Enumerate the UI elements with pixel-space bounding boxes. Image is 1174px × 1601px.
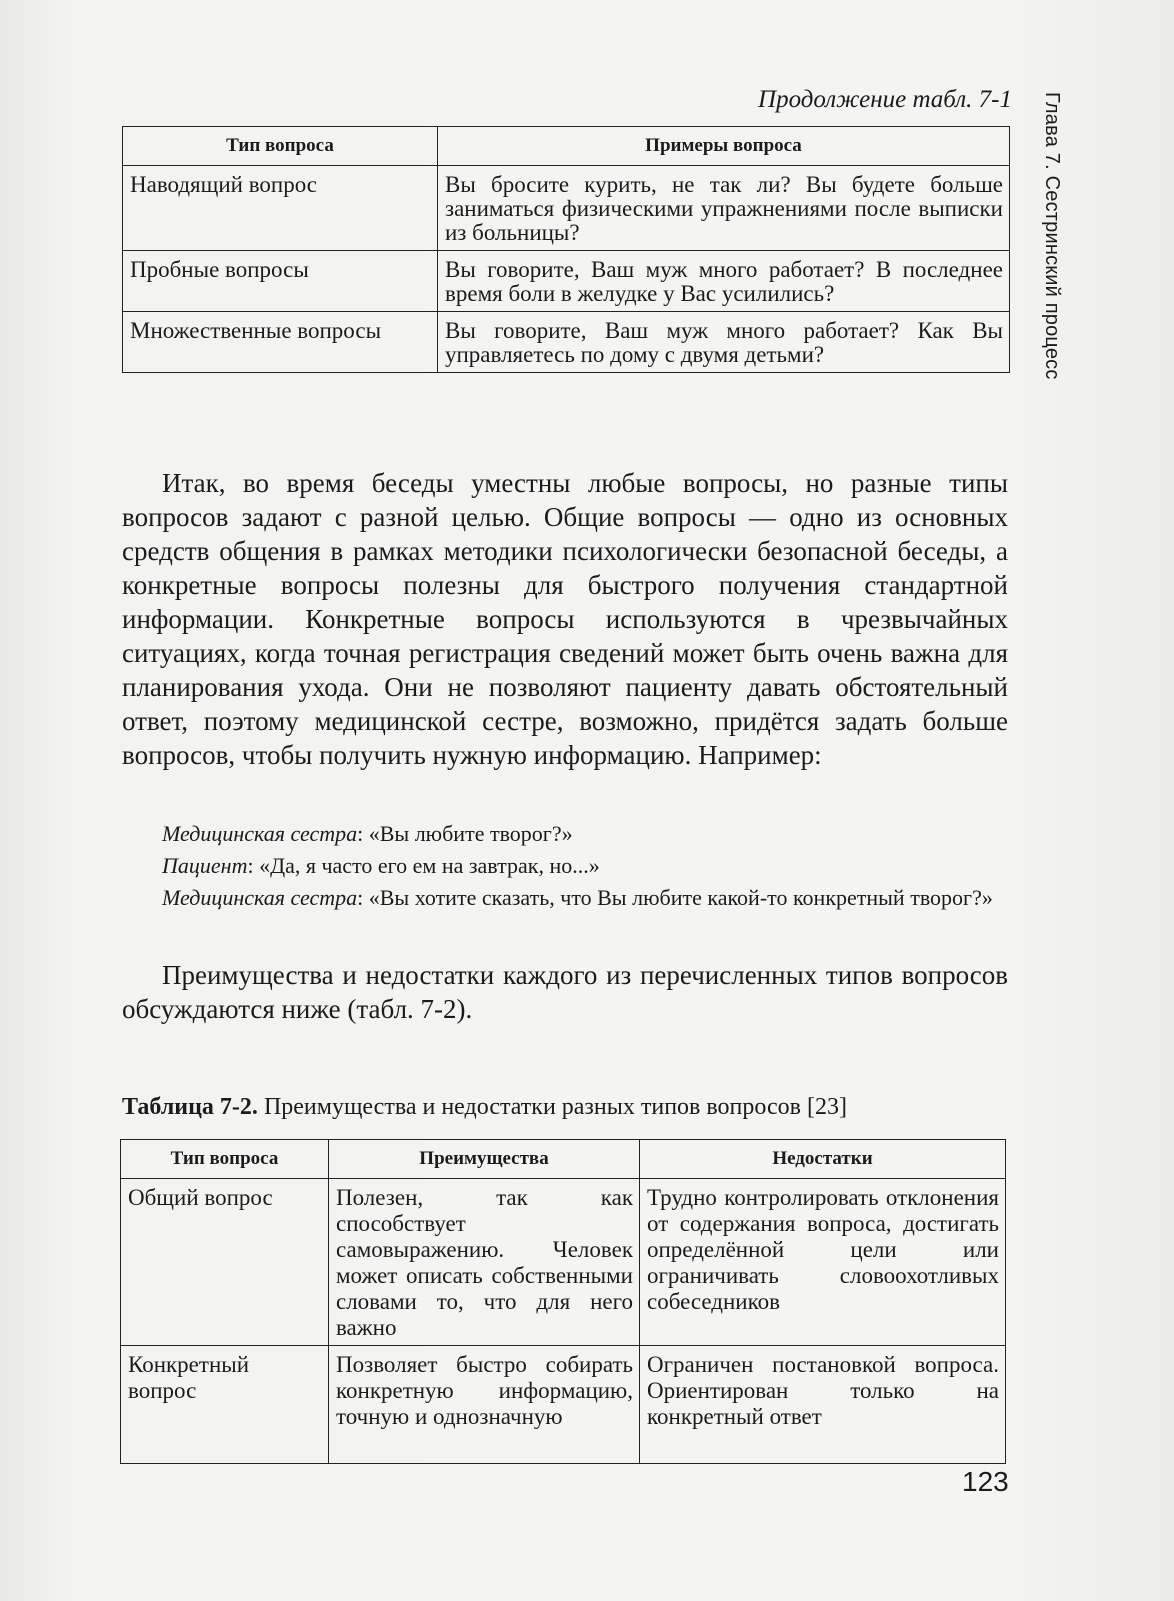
question-type-cell: Конкретный вопрос [121,1346,329,1464]
dialog-text: : «Да, я часто его ем на завтрак, но...» [247,853,600,878]
dialog-line [122,818,1008,850]
body-paragraph [122,466,1008,772]
table-row [123,251,1010,312]
table-row [123,166,1010,251]
dialog-speaker: Пациент [162,853,248,878]
question-example-cell: Вы говорите, Ваш муж много работает? В последнее время боли в желудке у Вас усилились? [438,251,1010,312]
dialog-line [122,850,1008,882]
paragraph-text: Преимущества и недостатки каждого из перечисленных типов вопросов обсуждаются ниже (табл. 7-2). [122,960,1008,1024]
question-example-cell: Вы бросите курить, не так ли? Вы будете больше заниматься физическими упражнениями после выписки из больницы? [438,166,1010,251]
question-type-cell: Пробные вопросы [123,251,438,312]
column-header: Тип вопроса [121,1140,329,1179]
question-type-cell: Общий вопрос [121,1179,329,1346]
table-caption [122,1094,847,1121]
questions-examples-table [122,126,1010,373]
dialog-text: : «Вы любите творог?» [357,821,573,846]
column-header: Преимущества [329,1140,640,1179]
dialog-line [122,882,1008,914]
table-caption-text: Преимущества и недостатки разных типов вопросов [23] [257,1094,847,1120]
table-header-row [123,127,1010,166]
column-header: Примеры вопроса [438,127,1010,166]
table-caption-label: Таблица 7-2. [122,1094,258,1120]
chapter-running-title: Глава 7. Сестринский процесс [1041,92,1063,380]
question-type-cell: Множественные вопросы [123,312,438,373]
advantages-cell: Позволяет быстро собирать конкретную информацию, точную и однозначную [329,1346,640,1464]
question-example-cell: Вы говорите, Ваш муж много работает? Как Вы управляетесь по дому с двумя детьми? [438,312,1010,373]
question-type-cell: Наводящий вопрос [123,166,438,251]
table-row [121,1346,1006,1464]
dialog-speaker: Медицинская сестра [162,885,358,910]
dialog-text: : «Вы хотите сказать, что Вы любите какой-то конкретный творог?» [357,885,993,910]
paragraph-text: Итак, во время беседы уместны любые вопросы, но разные типы вопросов задают с разной целью. Общие вопросы — одно из основных средств общения в рамках методики психологически безопасной беседы, а конкретные вопросы полезны для быстрого получения стандартной информации. Конкретные вопросы используются в чрезвычайных ситуациях, когда точная регистрация сведений может быть очень важна для планирования ухода. Они не позволяют пациенту давать обстоятельный ответ, поэтому медицинской сестре, возможно, придётся задать больше вопросов, чтобы получить нужную информацию. Например: [122,468,1008,770]
disadvantages-cell: Трудно контролировать отклонения от содержания вопроса, достигать определённой цели или ограничивать словоохотливых собеседников [640,1179,1006,1346]
table-header-row [121,1140,1006,1179]
dialog-speaker: Медицинская сестра [162,821,358,846]
table-row [121,1179,1006,1346]
table-row [123,312,1010,373]
table-continuation-label: Продолжение табл. 7-1 [758,86,1012,113]
advantages-disadvantages-table [120,1139,1006,1464]
body-paragraph [122,958,1008,1026]
advantages-cell: Полезен, так как способствует самовыражению. Человек может описать собственными словами то, что для него важно [329,1179,640,1346]
column-header: Недостатки [640,1140,1006,1179]
disadvantages-cell: Ограничен постановкой вопроса. Ориентирован только на конкретный ответ [640,1346,1006,1464]
example-dialog [122,818,1008,914]
page-number: 123 [962,1466,1009,1497]
column-header: Тип вопроса [123,127,438,166]
